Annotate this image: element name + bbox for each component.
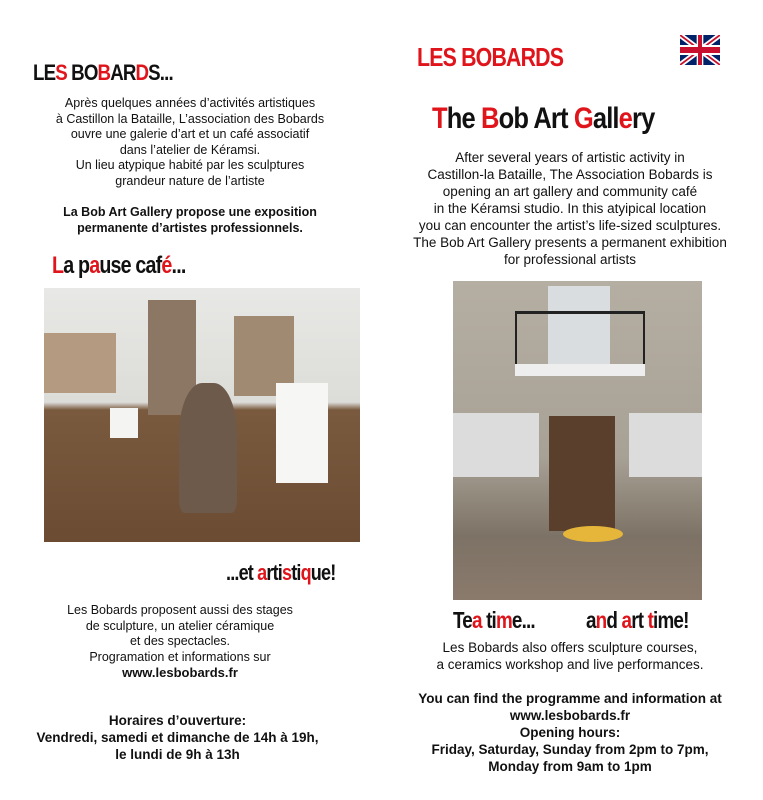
heading-segment: q <box>300 560 311 585</box>
right-intro: After several years of artistic activity in Castillon-la Bataille, The Association Bobards is opening an art gallery and community café in the Kéramsi studio. In this atyipical location you can encounter the artist’s life-sized sculptures. The Bob Art Gallery presents a permanent exhibition for professional artists <box>413 150 727 267</box>
right-info: You can find the programme and information at www.lesbobards.fr Opening hours: Friday, Saturday, Sunday from 2pm to 7pm, Monday from 9am to 1pm <box>418 691 722 774</box>
heading-segment: ue! <box>310 560 336 585</box>
heading-segment: rt <box>631 607 648 633</box>
heading-segment: LE <box>33 60 56 85</box>
heading-segment: ry <box>632 102 655 135</box>
right-courses: Les Bobards also offers sculpture courses, a ceramics workshop and live performances. <box>436 640 704 672</box>
heading-segment: use caf <box>99 252 162 279</box>
window <box>629 413 702 477</box>
heading-segment: t <box>647 607 654 633</box>
pause-cafe-heading <box>52 252 186 280</box>
heading-segment: ti <box>291 560 301 585</box>
heading-segment: AR <box>110 60 136 85</box>
heading-segment: a p <box>63 252 90 279</box>
heading-segment: S... <box>148 60 173 85</box>
art-time-heading <box>586 607 689 634</box>
tea-time-heading <box>453 607 535 634</box>
heading-segment: ... <box>171 252 186 279</box>
left-exhibition: La Bob Art Gallery propose une exposition permanente d’artistes professionnels. <box>63 205 317 235</box>
balcony-slab <box>515 364 645 376</box>
heading-segment: he <box>446 102 482 135</box>
window <box>453 413 539 477</box>
heading-segment: n <box>595 607 607 633</box>
left-intro: Après quelques années d’activités artistiques à Castillon la Bataille, L’association des Bobards ouvre une galerie d’art et un café associatif dans l’atelier de Kéramsi. Un lieu atypique habité par les sculptures grandeur nature de l’artiste <box>55 96 325 188</box>
heading-segment: G <box>573 102 593 135</box>
pedestal <box>276 383 328 483</box>
right-brand: LES BOBARDS <box>417 42 564 72</box>
heading-segment: B <box>481 102 499 135</box>
heading-segment: rti <box>266 560 282 585</box>
heading-segment: T <box>432 102 447 135</box>
left-hours-title: Horaires d’ouverture: <box>108 713 247 728</box>
left-website[interactable]: www.lesbobards.fr <box>122 665 238 680</box>
heading-segment: BO <box>66 60 98 85</box>
heading-segment: ti <box>481 607 496 633</box>
heading-segment: d <box>606 607 622 633</box>
uk-flag-icon[interactable] <box>680 35 720 65</box>
heading-segment: s <box>281 560 292 585</box>
heading-segment: ime! <box>653 607 689 633</box>
heading-segment: S <box>55 60 67 85</box>
left-title <box>33 60 173 86</box>
heading-segment: a <box>586 607 596 633</box>
cafe-table <box>563 526 623 542</box>
gallery-facade-photo <box>453 281 702 600</box>
gallery-interior-photo <box>44 288 360 542</box>
heading-segment: e... <box>511 607 535 633</box>
sculpture <box>179 383 237 513</box>
heading-segment: a <box>89 252 100 279</box>
heading-segment: é <box>161 252 172 279</box>
balcony <box>515 311 645 366</box>
heading-segment: a <box>257 560 267 585</box>
heading-segment: L <box>52 252 64 279</box>
heading-segment: e <box>618 102 633 135</box>
heading-segment: all <box>592 102 619 135</box>
heading-segment: ...et <box>226 560 258 585</box>
doorway <box>549 416 615 531</box>
heading-segment: B <box>97 60 111 85</box>
heading-segment: Te <box>453 607 472 633</box>
left-courses: Les Bobards proposent aussi des stages de sculpture, un atelier céramique et des spectacles. Programation et informations sur <box>67 603 293 664</box>
heading-segment: m <box>495 607 512 633</box>
left-hours: Vendredi, samedi et dimanche de 14h à 19h, le lundi de 9h à 13h <box>36 730 319 762</box>
painting <box>44 333 116 393</box>
artistique-heading <box>226 560 335 586</box>
heading-segment: ob Art <box>498 102 574 135</box>
heading-segment: a <box>471 607 482 633</box>
heading-segment: D <box>135 60 149 85</box>
pedestal <box>110 408 138 438</box>
gallery-heading <box>432 102 654 136</box>
heading-segment: a <box>621 607 632 633</box>
